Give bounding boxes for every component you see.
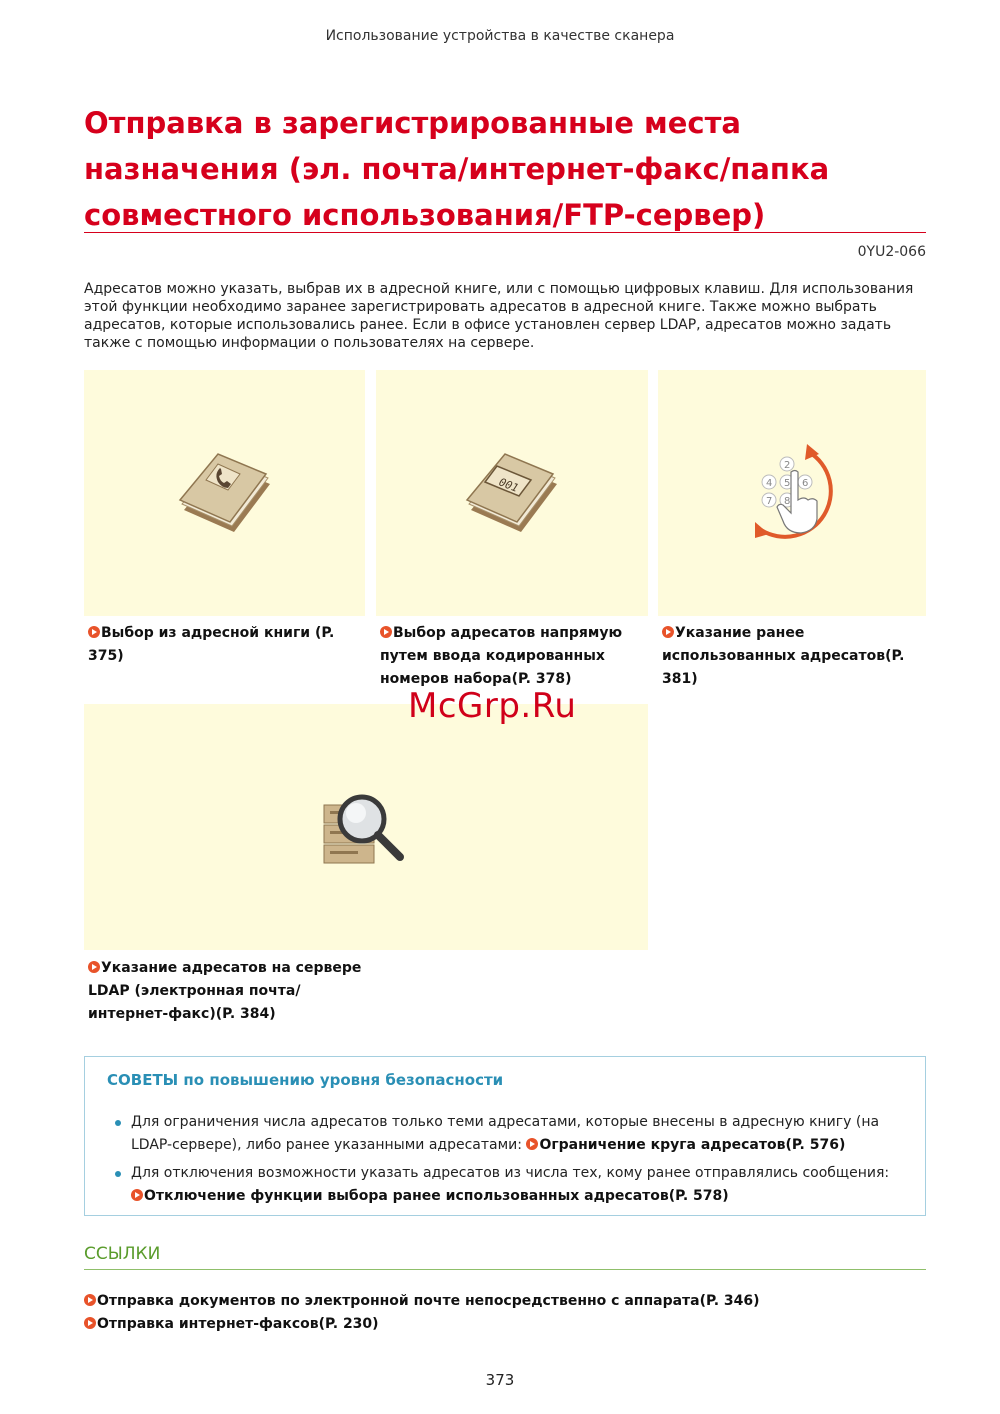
book-code-label: 001 bbox=[496, 475, 521, 495]
page-number: 373 bbox=[485, 1371, 515, 1389]
coded-dial-book-icon bbox=[457, 448, 567, 538]
reference-link-email[interactable]: Отправка документов по электронной почте непосредственно с аппарата(P. 346) bbox=[84, 1290, 926, 1313]
card-image-address-book[interactable] bbox=[84, 370, 365, 616]
running-header: Использование устройства в качестве сканера bbox=[325, 28, 675, 44]
card-image-recall[interactable] bbox=[658, 370, 926, 616]
reference-link-ifax[interactable]: Отправка интернет-факсов(P. 230) bbox=[84, 1313, 926, 1336]
card-link-ldap[interactable]: Указание адресатов на сервере LDAP (электронная почта/ интернет-факс)(P. 384) bbox=[88, 960, 362, 1022]
address-book-phone-icon bbox=[170, 448, 280, 538]
link-arrow-icon bbox=[526, 1138, 538, 1150]
tip-link-disable[interactable]: Отключение функции выбора ранее использованных адресатов(P. 578) bbox=[131, 1188, 729, 1204]
keypad-recall-icon bbox=[737, 438, 847, 548]
link-arrow-icon bbox=[662, 626, 674, 638]
references-title: ССЫЛКИ bbox=[84, 1244, 161, 1264]
link-arrow-icon bbox=[380, 626, 392, 638]
references-divider bbox=[84, 1269, 926, 1270]
title-divider bbox=[84, 232, 926, 233]
tips-list bbox=[111, 1111, 901, 1213]
card-link-address-book[interactable]: Выбор из адресной книги (P. 375) bbox=[88, 625, 335, 664]
watermark: McGrp.Ru bbox=[408, 686, 577, 726]
link-arrow-icon bbox=[131, 1189, 143, 1201]
link-arrow-icon bbox=[84, 1294, 96, 1306]
keypad-digit: 2 bbox=[784, 460, 791, 471]
card-link-coded-dial[interactable]: Выбор адресатов напрямую путем ввода кодированных номеров набора(P. 378) bbox=[380, 625, 623, 687]
tips-title: СОВЕТЫ по повышению уровня безопасности bbox=[107, 1071, 504, 1089]
card-image-ldap[interactable] bbox=[84, 704, 648, 950]
link-arrow-icon bbox=[88, 626, 100, 638]
intro-paragraph: Адресатов можно указать, выбрав их в адресной книге, или с помощью цифровых клавиш. Для использования этой функции необходимо заранее зарегистрировать адресатов в адресной книге. Также можно выбрать адресатов, которые использовались ранее. Если в офисе установлен сервер LDAP, адресатов можно задать также с помощью информации о пользователях на сервере. bbox=[84, 281, 914, 351]
document-code: 0YU2-066 bbox=[857, 244, 926, 260]
tip-link-restrict[interactable]: Ограничение круга адресатов(P. 576) bbox=[526, 1137, 845, 1153]
bullet-icon bbox=[115, 1171, 121, 1177]
keypad-digit: 5 bbox=[784, 478, 791, 489]
keypad-digit: 4 bbox=[766, 478, 773, 489]
bullet-icon bbox=[115, 1120, 121, 1126]
page-title: Отправка в зарегистрированные места назначения (эл. почта/интернет-факс/папка совместного использования/FTP-сервер) bbox=[84, 106, 830, 232]
link-arrow-icon bbox=[88, 961, 100, 973]
keypad-digit: 8 bbox=[784, 496, 791, 507]
tips-list-item: Для ограничения числа адресатов только теми адресатами, которые внесены в адресную книгу (на LDAP-сервере), либо ранее указанными адресатами: Ограничение круга адресатов(P. 576) bbox=[111, 1111, 901, 1157]
keypad-digit: 6 bbox=[802, 478, 809, 489]
keypad-digit: 7 bbox=[766, 496, 773, 507]
ldap-server-search-icon bbox=[316, 777, 416, 877]
references-list bbox=[84, 1290, 926, 1336]
security-tips-box bbox=[84, 1056, 926, 1216]
card-link-recall[interactable]: Указание ранее использованных адресатов(P. 381) bbox=[662, 625, 905, 687]
card-image-coded-dial[interactable] bbox=[376, 370, 648, 616]
link-arrow-icon bbox=[84, 1317, 96, 1329]
tips-list-item: Для отключения возможности указать адресатов из числа тех, кому ранее отправлялись сообщения: Отключение функции выбора ранее использованных адресатов(P. 578) bbox=[111, 1162, 901, 1208]
